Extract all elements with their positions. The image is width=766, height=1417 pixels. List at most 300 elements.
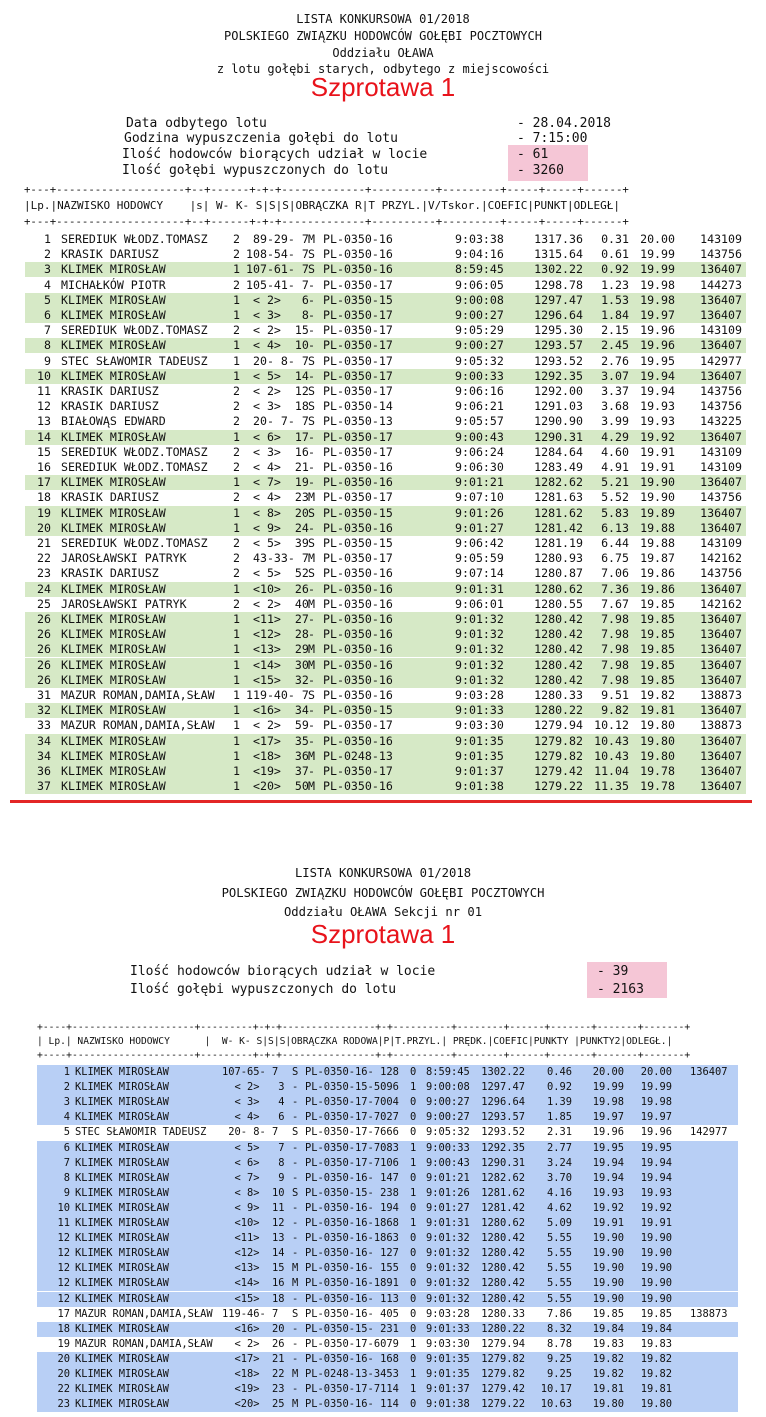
table-cell: 7.86 — [546, 1307, 572, 1320]
info-value: - 28.04.2018 — [517, 116, 611, 131]
table-cell: M — [308, 779, 315, 794]
table-cell: < 7> 9 — [222, 1171, 285, 1184]
table-cell: 9:01:35 — [455, 733, 504, 748]
table-cell: 1280.42 — [534, 627, 583, 642]
table-cell: <14> 16 — [222, 1277, 285, 1290]
table-cell: KLIMEK MIROSŁAW — [61, 733, 166, 748]
table-cell: 19.96 — [592, 1126, 624, 1139]
table-cell: 4 — [44, 277, 51, 292]
table-cell: 136407 — [700, 338, 742, 353]
table-header: |Lp.|NAZWISKO HODOWCY |s| W- K- S|S|S|OBRĄCZKA R|T PRZYL.|V/Tskor.|COEFIC|PUNKT|ODLEGŁ| — [24, 199, 621, 212]
table-cell: 1317.36 — [534, 232, 583, 246]
table-cell: 22 — [37, 551, 51, 566]
table-cell: 2 — [233, 596, 240, 611]
table-cell: - — [308, 277, 315, 292]
table-cell: 19.82 — [640, 688, 675, 702]
table-cell: - — [308, 429, 315, 444]
table-cell: 19.92 — [640, 1201, 672, 1214]
table-cell: 138873 — [690, 1307, 728, 1320]
table-cell: PL-0350-16 — [323, 779, 393, 794]
table-cell: - — [308, 292, 315, 307]
table-cell: 19.99 — [640, 1081, 672, 1094]
table-cell: 1281.42 — [481, 1201, 525, 1214]
table-row — [25, 232, 746, 247]
table-cell: 1302.22 — [481, 1066, 525, 1078]
table-cell: 1280.62 — [534, 581, 583, 596]
table-cell: 9:03:30 — [455, 718, 504, 733]
table-cell: 20 — [57, 1368, 70, 1380]
table-cell: PL-0350-17 — [323, 551, 393, 566]
table-cell: 7.98 — [601, 642, 629, 657]
table-cell: PL-0350-17 — [323, 429, 393, 444]
table-cell: 1282.62 — [481, 1171, 525, 1184]
table-cell: < 9> 24 — [246, 520, 309, 535]
table-row — [37, 1141, 738, 1156]
table-cell: 9:00:27 — [426, 1096, 470, 1109]
table-cell: < 4> 10 — [246, 338, 309, 353]
table-cell: PL-0350-16- 114 — [305, 1398, 399, 1411]
table-cell: < 7> 19 — [246, 475, 309, 490]
table-cell: 2 — [233, 566, 240, 581]
table-cell: 19.91 — [592, 1217, 624, 1229]
table-cell: KLIMEK MIROSŁAW — [75, 1156, 169, 1169]
table-cell: 5.55 — [546, 1277, 572, 1290]
table-cell: PL-0350-16- 147 — [305, 1171, 399, 1184]
table-cell: 6.75 — [601, 551, 629, 566]
table-cell: S — [308, 566, 315, 581]
table-cell: 1315.64 — [534, 247, 583, 262]
table-cell: 9:01:33 — [426, 1322, 470, 1335]
table-cell: PL-0350-15- 231 — [305, 1322, 399, 1335]
table-cell: 1279.82 — [534, 733, 583, 748]
table-cell: 1 — [233, 475, 240, 490]
table-cell: 1280.22 — [534, 703, 583, 718]
table-cell: 9:06:16 — [455, 384, 504, 398]
table-cell: 1 — [233, 748, 240, 763]
table-cell: 9:03:38 — [455, 232, 504, 246]
table-cell: PL-0248-13-3453 — [305, 1368, 399, 1380]
table-cell: PL-0248-13 — [323, 748, 393, 763]
table-cell: 19.90 — [640, 1247, 672, 1260]
table-cell: 10.17 — [540, 1383, 572, 1396]
branch-name: Oddziału OŁAWA — [332, 46, 434, 60]
table-cell: 9:01:32 — [455, 657, 504, 672]
table-cell: 143109 — [700, 444, 742, 459]
table-cell: 19.94 — [592, 1156, 624, 1169]
table-cell: 7.98 — [601, 612, 629, 626]
table-row — [37, 1367, 738, 1382]
table-cell: 19.98 — [640, 1096, 672, 1109]
table-cell: 1290.90 — [534, 414, 583, 429]
table-cell: 9:01:32 — [455, 672, 504, 687]
table-cell: KLIMEK MIROSŁAW — [61, 612, 166, 626]
table-cell: 19.98 — [640, 292, 675, 307]
table-cell: PL-0350-16- 128 — [305, 1066, 399, 1078]
table-cell: 9:07:10 — [455, 490, 504, 505]
table-row — [37, 1382, 738, 1397]
table-cell: 9:01:35 — [455, 748, 504, 763]
table-row — [25, 612, 746, 627]
table-cell: 9:00:33 — [455, 368, 504, 383]
table-cell: 9:01:35 — [426, 1352, 470, 1365]
table-cell: SEREDIUK WŁODZ.TOMASZ — [61, 232, 208, 246]
table-cell: 20- 8- 7 — [222, 1126, 279, 1139]
table-cell: 7 — [44, 323, 51, 338]
table-cell: 19.84 — [640, 1322, 672, 1335]
table-cell: PL-0350-17-7666 — [305, 1126, 399, 1139]
table-cell: 136407 — [700, 703, 742, 718]
table-cell: 12 — [57, 1247, 70, 1260]
table-cell: 1 — [233, 733, 240, 748]
table-cell: MAZUR ROMAN,DAMIA,SŁAW — [75, 1307, 213, 1320]
table-cell: 19 — [57, 1337, 70, 1350]
table-cell: 19.83 — [640, 1337, 672, 1350]
table-cell: 3 — [63, 1096, 70, 1109]
table-cell: 9:01:27 — [455, 520, 504, 535]
table-cell: M — [308, 642, 315, 657]
table-cell: 26 — [37, 672, 51, 687]
table-cell: 1281.62 — [481, 1186, 525, 1199]
table-row — [37, 1397, 738, 1412]
table-cell: PL-0350-17 — [323, 308, 393, 322]
table-cell: KRASIK DARIUSZ — [61, 384, 159, 398]
union-name: POLSKIEGO ZWIĄZKU HODOWCÓW GOŁĘBI POCZTOWYCH — [221, 886, 545, 900]
table-row — [37, 1231, 738, 1246]
table-cell: 1280.42 — [534, 672, 583, 687]
table-cell: 19.90 — [592, 1262, 624, 1275]
table-cell: S — [308, 688, 315, 702]
table-cell: PL-0350-16 — [323, 262, 393, 277]
table-cell: 9:00:43 — [426, 1156, 470, 1169]
table-cell: 19.93 — [640, 399, 675, 414]
table-cell: <19> 37 — [246, 764, 309, 778]
table-cell: 9:01:33 — [455, 703, 504, 718]
table-cell: PL-0350-17-7004 — [305, 1096, 399, 1109]
table-cell: 2 — [233, 551, 240, 566]
table-cell: 19.78 — [640, 779, 675, 794]
table-cell: 9:01:21 — [426, 1171, 470, 1184]
table-rule: +----+---------------------+---------+-+-+----------------+-+----------+--------+------+-------+-------+-------+ — [37, 1022, 691, 1033]
table-cell: 19.90 — [640, 490, 675, 505]
table-cell: 19.95 — [640, 353, 675, 368]
table-cell: 19.96 — [640, 323, 675, 338]
table-cell: 19.85 — [640, 672, 675, 687]
table-cell: 1281.19 — [534, 536, 583, 550]
table-cell: 20- 7- 7 — [246, 414, 309, 429]
table-cell: KLIMEK MIROSŁAW — [61, 642, 166, 657]
table-cell: <16> 34 — [246, 703, 309, 718]
table-cell: KLIMEK MIROSŁAW — [61, 581, 166, 596]
table-cell: 19.94 — [640, 1156, 672, 1169]
table-cell: 1279.82 — [481, 1352, 525, 1365]
table-cell: PL-0350-16 — [323, 642, 393, 657]
table-cell: - — [292, 1171, 299, 1184]
table-cell: 142162 — [700, 596, 742, 611]
table-cell: 2 — [233, 399, 240, 414]
table-cell: 9.25 — [546, 1352, 572, 1365]
table-row — [25, 384, 746, 399]
table-cell: 1293.52 — [534, 353, 583, 368]
table-cell: <16> 20 — [222, 1322, 285, 1335]
table-cell: KLIMEK MIROSŁAW — [75, 1201, 169, 1214]
table-cell: 23 — [57, 1398, 70, 1411]
table-cell: 1 — [63, 1066, 70, 1078]
table-cell: 0 — [410, 1171, 417, 1184]
table-cell: 19.95 — [592, 1141, 624, 1154]
table-cell: SEREDIUK WŁODZ.TOMASZ — [61, 536, 208, 550]
table-cell: 19.90 — [640, 1232, 672, 1245]
table-cell: 2 — [233, 323, 240, 338]
table-cell: 143756 — [700, 384, 742, 398]
table-cell: 143109 — [700, 536, 742, 550]
table-row — [37, 1080, 738, 1095]
table-cell: KLIMEK MIROSŁAW — [61, 779, 166, 794]
table-cell: 136407 — [700, 612, 742, 626]
table-cell: 9:00:27 — [455, 308, 504, 322]
table-cell: 11 — [57, 1217, 70, 1229]
table-cell: < 6> 17 — [246, 429, 309, 444]
table-cell: 1302.22 — [534, 262, 583, 277]
table-row — [25, 536, 746, 551]
table-cell: 1297.47 — [534, 292, 583, 307]
table-cell: 9:00:27 — [426, 1111, 470, 1124]
table-cell: KRASIK DARIUSZ — [61, 247, 159, 262]
table-cell: 119-40- 7 — [246, 688, 309, 702]
table-cell: 19.85 — [640, 612, 675, 626]
table-cell: 1 — [233, 505, 240, 520]
table-cell: 136407 — [700, 748, 742, 763]
table-cell: 4.62 — [546, 1201, 572, 1214]
table-cell: 0 — [410, 1126, 417, 1139]
table-cell: <18> 36 — [246, 748, 309, 763]
table-cell: 19.92 — [640, 429, 675, 444]
table-cell: 9:01:32 — [455, 627, 504, 642]
table-cell: 136407 — [700, 581, 742, 596]
table-cell: M — [308, 657, 315, 672]
table-cell: 9:07:14 — [455, 566, 504, 581]
table-cell: 19.90 — [640, 1292, 672, 1305]
table-cell: 19.88 — [640, 536, 675, 550]
table-row — [25, 475, 746, 490]
table-cell: M — [308, 490, 315, 505]
table-row — [37, 1156, 738, 1171]
table-cell: <17> 35 — [246, 733, 309, 748]
table-cell: - — [292, 1141, 299, 1154]
table-cell: 1296.64 — [481, 1096, 525, 1109]
table-cell: PL-0350-16-1868 — [305, 1217, 399, 1229]
section-name: Oddziału OŁAWA Sekcji nr 01 — [283, 905, 483, 919]
table-cell: KLIMEK MIROSŁAW — [75, 1141, 169, 1154]
table-cell: 10.43 — [594, 748, 629, 763]
table-cell: - — [308, 703, 315, 718]
table-cell: PL-0350-17 — [323, 323, 393, 338]
table-cell: 19.82 — [640, 1368, 672, 1380]
table-cell: 9:05:29 — [455, 323, 504, 338]
table-row — [25, 247, 746, 262]
table-cell: PL-0350-16 — [323, 475, 393, 490]
table-cell: - — [308, 733, 315, 748]
table-cell: S — [308, 262, 315, 277]
table-cell: 19.80 — [592, 1398, 624, 1411]
table-cell: 12 — [37, 399, 51, 414]
info-label: Ilość hodowców biorących udział w locie — [122, 147, 428, 162]
table-cell: 143109 — [700, 460, 742, 474]
table-cell: 16 — [37, 460, 51, 474]
table-cell: 3.37 — [601, 384, 629, 398]
table-cell: 1280.42 — [481, 1232, 525, 1245]
table-row — [37, 1095, 738, 1110]
table-cell: 0 — [410, 1232, 417, 1245]
table-cell: 5.09 — [546, 1217, 572, 1229]
table-cell: 1 — [233, 612, 240, 626]
table-cell: PL-0350-16 — [323, 596, 393, 611]
table-cell: <18> 22 — [222, 1368, 285, 1380]
table-cell: 8 — [44, 338, 51, 353]
table-cell: 5 — [44, 292, 51, 307]
table-cell: 136407 — [700, 475, 742, 490]
table-cell: - — [308, 444, 315, 459]
table-cell: 2.45 — [601, 338, 629, 353]
table-row — [25, 293, 746, 308]
table-cell: 3.68 — [601, 399, 629, 414]
table-cell: JAROSŁAWSKI PATRYK — [61, 551, 187, 566]
table-cell: PL-0350-16 — [323, 688, 393, 702]
table-cell: 5.55 — [546, 1247, 572, 1260]
table-cell: 36 — [37, 764, 51, 778]
table-cell: 19.80 — [640, 733, 675, 748]
table-row — [25, 658, 746, 673]
table-cell: 136407 — [700, 262, 742, 277]
table-cell: 0 — [410, 1277, 417, 1290]
table-cell: KRASIK DARIUSZ — [61, 566, 159, 581]
table-cell: 6.44 — [601, 536, 629, 550]
table-cell: 0 — [410, 1247, 417, 1260]
table-rule: +---+--------------------+--+------+-+-+-------------+----------+---------+-----+-----+------+ — [24, 183, 629, 196]
table-cell: PL-0350-16- 127 — [305, 1247, 399, 1260]
flight-place: Szprotawa 1 — [310, 919, 456, 949]
table-cell: 136407 — [700, 779, 742, 794]
table-row — [25, 430, 746, 445]
table-cell: 1283.49 — [534, 460, 583, 474]
table-cell: 9:06:24 — [455, 444, 504, 459]
table-cell: 1 — [233, 429, 240, 444]
table-cell: 1280.55 — [534, 596, 583, 611]
table-cell: 1 — [410, 1217, 417, 1229]
table-cell: 17 — [57, 1307, 70, 1320]
table-cell: 9:01:26 — [455, 505, 504, 520]
table-cell: 9:01:31 — [455, 581, 504, 596]
table-cell: 136407 — [700, 764, 742, 778]
table-cell: - — [308, 368, 315, 383]
table-cell: 1280.87 — [534, 566, 583, 581]
table-cell: 2.76 — [601, 353, 629, 368]
table-cell: 9:05:32 — [426, 1126, 470, 1139]
table-cell: 4.16 — [546, 1186, 572, 1199]
table-row — [25, 734, 746, 749]
table-cell: 1 — [233, 703, 240, 718]
table-cell: 1281.63 — [534, 490, 583, 505]
table-cell: 1280.42 — [481, 1247, 525, 1260]
table-cell: <15> 18 — [222, 1292, 285, 1305]
table-cell: 143109 — [700, 323, 742, 338]
table-cell: KRASIK DARIUSZ — [61, 399, 159, 414]
table-cell: PL-0350-17-7083 — [305, 1141, 399, 1154]
table-cell: 26 — [37, 612, 51, 626]
table-cell: 2 — [233, 536, 240, 550]
table-cell: 1298.78 — [534, 277, 583, 292]
table-cell: - — [308, 627, 315, 642]
table-row — [25, 308, 746, 323]
table-cell: - — [308, 338, 315, 353]
table-cell: 9.82 — [601, 703, 629, 718]
table-cell: - — [292, 1217, 299, 1229]
table-cell: 9:01:32 — [455, 612, 504, 626]
table-cell: MAZUR ROMAN,DAMIA,SŁAW — [61, 688, 215, 702]
table-cell: 1293.57 — [481, 1111, 525, 1124]
table-cell: < 8> 10 — [222, 1186, 285, 1199]
table-cell: 9:01:38 — [426, 1398, 470, 1411]
table-cell: 1292.35 — [481, 1141, 525, 1154]
table-cell: 43-33- 7 — [246, 551, 309, 566]
table-cell: 2 — [233, 384, 240, 398]
table-cell: 1.85 — [546, 1111, 572, 1124]
table-cell: 2 — [63, 1081, 70, 1094]
table-cell: 2 — [233, 444, 240, 459]
table-cell: PL-0350-17 — [323, 353, 393, 368]
table-cell: 1280.22 — [481, 1322, 525, 1335]
table-row — [25, 490, 746, 505]
table-cell: 9:00:08 — [426, 1081, 470, 1094]
info-label: Ilość gołębi wypuszczonych do lotu — [122, 163, 389, 178]
table-cell: 19.85 — [640, 596, 675, 611]
info-label: Ilość gołębi wypuszczonych do lotu — [130, 982, 397, 997]
table-cell: 0 — [410, 1201, 417, 1214]
table-cell: 20.00 — [592, 1066, 624, 1078]
table-cell: 1 — [233, 718, 240, 733]
table-cell: 107-65- 7 — [222, 1066, 279, 1078]
table-cell: <19> 23 — [222, 1383, 285, 1396]
table-cell: < 2> 59 — [246, 718, 309, 733]
table-cell: 2 — [233, 247, 240, 262]
table-cell: KLIMEK MIROSŁAW — [61, 505, 166, 520]
table-cell: JAROSŁAWSKI PATRYK — [61, 596, 187, 611]
table-cell: 2 — [233, 460, 240, 474]
table-cell: KLIMEK MIROSŁAW — [61, 429, 166, 444]
table-cell: KLIMEK MIROSŁAW — [61, 748, 166, 763]
table-cell: - — [308, 764, 315, 778]
table-cell: PL-0350-15- 238 — [305, 1186, 399, 1199]
table-cell: < 4> 23 — [246, 490, 309, 505]
table-cell: 6.13 — [601, 520, 629, 535]
table-cell: PL-0350-16 — [323, 460, 393, 474]
table-rule: +---+--------------------+--+------+-+-+-------------+----------+---------+-----+-----+------+ — [24, 215, 629, 228]
table-cell: 0 — [410, 1352, 417, 1365]
table-cell: PL-0350-14 — [323, 399, 393, 414]
table-cell: < 2> 12 — [246, 384, 309, 398]
table-row — [37, 1276, 738, 1291]
table-cell: 8:59:45 — [426, 1066, 470, 1078]
table-cell: 3.70 — [546, 1171, 572, 1184]
table-cell: S — [308, 384, 315, 398]
table-cell: 19.90 — [592, 1247, 624, 1260]
table-cell: 7.06 — [601, 566, 629, 581]
table-cell: - — [292, 1201, 299, 1214]
table-cell: PL-0350-17-7114 — [305, 1383, 399, 1396]
table-cell: PL-0350-16- 155 — [305, 1262, 399, 1275]
table-cell: 0.31 — [601, 232, 629, 246]
table-cell: 1 — [233, 338, 240, 353]
table-row — [37, 1125, 738, 1140]
